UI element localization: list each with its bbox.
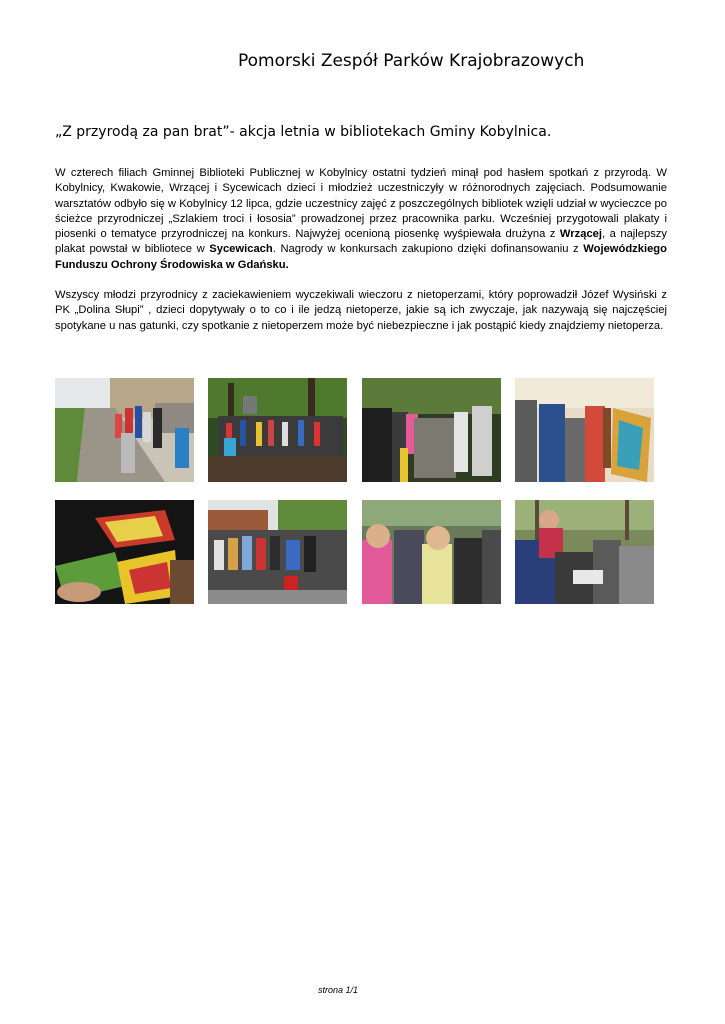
photo-children-stone <box>362 378 501 482</box>
photo-books-closeup <box>55 500 194 604</box>
photo-poster-display <box>515 378 654 482</box>
organization-header: Pomorski Zespół Parków Krajobrazowych <box>238 51 585 71</box>
bold-wrzacej: Wrzącej <box>559 228 603 241</box>
paragraph-2: Wszyscy młodzi przyrodnicy z zaciekawieniem wyczekiwali wieczoru z nietoperzami, który poprowadził Józef Wysiński z PK „Dolina Słupi” , dzieci dopytywały o to co i ile jedzą nietoperze, jakie są ich zwyczaje, jak nazywają się najczęściej spotykane u nas gatunki, czy spotkanie z nietoperzem może być niebezpieczne i jak postąpić kiedy znajdziemy nietoperza. <box>55 289 667 332</box>
article-title: „Z przyrodą za pan brat”- akcja letnia w bibliotekach Gminy Kobylnica. <box>55 124 552 140</box>
photo-children-closeup <box>362 500 501 604</box>
paragraph-1-text-b: , a najlepszy plakat powstał w bibliotece w <box>55 228 667 256</box>
paragraph-1 <box>55 166 667 273</box>
page-number: strona 1/1 <box>318 985 359 995</box>
bold-sycewicach: Sycewicach <box>209 243 273 256</box>
photo-group-walk-path <box>55 378 194 482</box>
paragraph-1-text-c: . Nagrody w konkursach zakupiono dzięki dofinansowaniu z <box>272 243 584 256</box>
paragraph-1-text-a: W czterech filiach Gminnej Biblioteki Publicznej w Kobylnicy ostatni tydzień minął pod hasłem spotkań z przyrodą. W Kobylnicy, Kwakowie, Wrzącej i Sycewicach dzieci i młodzież uczestniczyły w różnorodnych zajęciach. Podsumowanie warsztatów odbyło się w Kobylnicy 12 lipca, gdzie uczestnicy zajęć z poszczególnych bibliotek wzięli udział w wycieczce po ścieżce przyrodniczej „Szlakiem troci i łososia” prowadzonej przez pracownika parku. Wcześniej przygotowali plakaty i piosenki o tematyce przyrodniczej na konkurs. Najwyżej ocenioną piosenkę wyśpiewała drużyna z <box>55 167 667 241</box>
bold-fund-name: Wojewódzkiego Funduszu Ochrony Środowiska w Gdańsku. <box>55 243 667 271</box>
photo-reading-group <box>515 500 654 604</box>
photo-group-forest <box>208 378 347 482</box>
photo-group-seated <box>208 500 347 604</box>
